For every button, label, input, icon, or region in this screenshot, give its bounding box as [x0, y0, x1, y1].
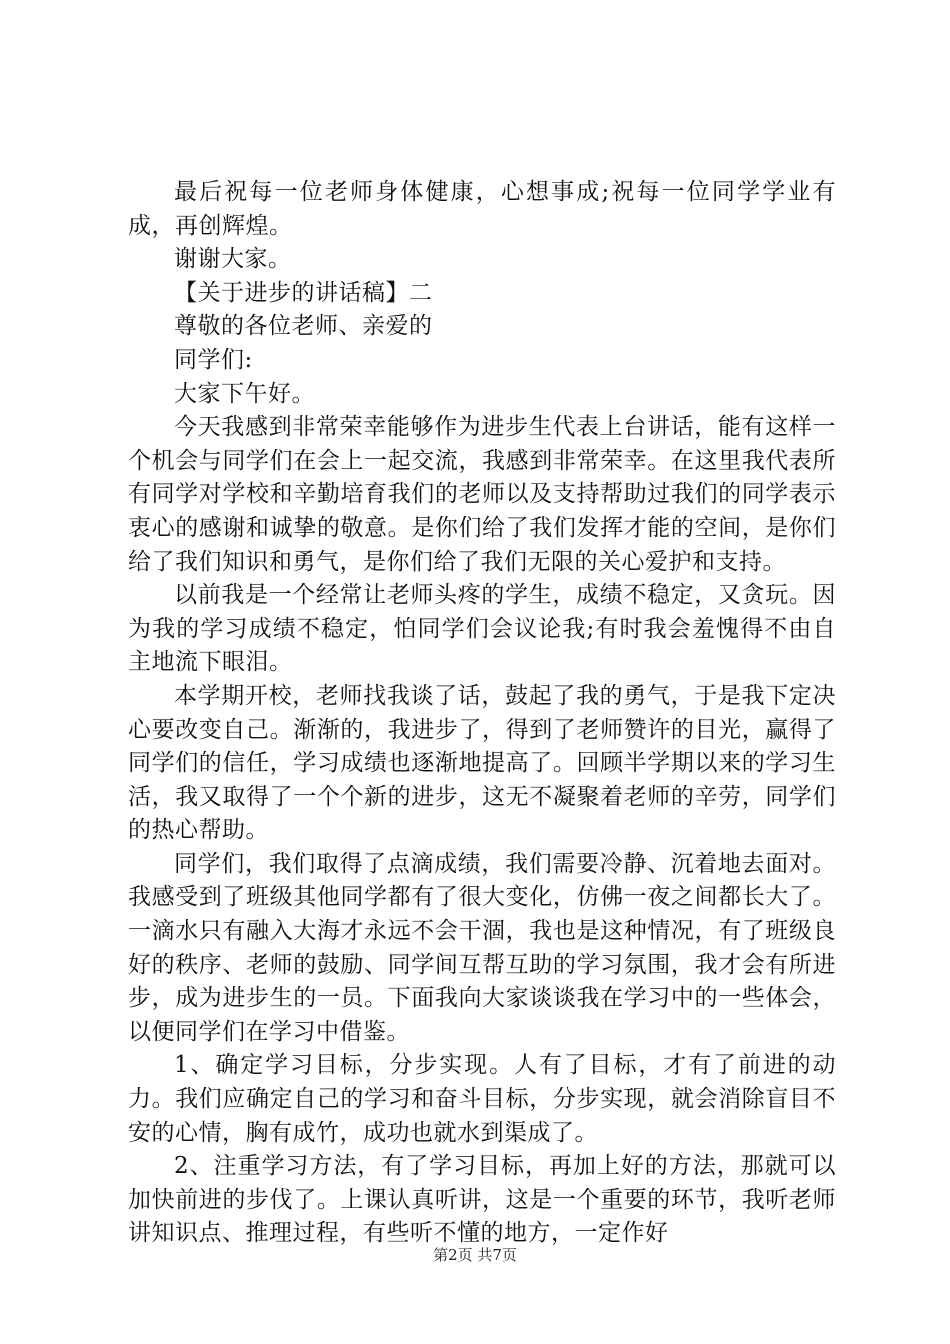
paragraph-thanks: 谢谢大家。 — [174, 246, 292, 273]
paragraph-reflection: 同学们，我们取得了点滴成绩，我们需要冷静、沉着地去面对。我感受到了班级其他同学都有了很大变化，仿佛一夜之间都长大了。一滴水只有融入大海才永远不会干涸，我也是这种情况，有了班级良好的秩序、老师的鼓励、同学间互帮互助的学习氛围，我才会有所进步，成为进步生的一员。下面我向大家谈谈我在学习中的一些体会，以便同学们在学习中借鉴。 — [128, 850, 836, 1045]
paragraph-progress: 本学期开校，老师找我谈了话，鼓起了我的勇气，于是我下定决心要改变自己。渐渐的，我进步了，得到了老师赞许的目光，赢得了同学们的信任，学习成绩也逐渐地提高了。回顾半学期以来的学习生活，我又取得了一个个新的进步，这无不凝聚着老师的辛劳，同学们的热心帮助。 — [128, 682, 836, 844]
section-heading: 【关于进步的讲话稿】二 — [174, 279, 433, 306]
paragraph-point-two: 2、注重学习方法，有了学习目标，再加上好的方法，那就可以加快前进的步伐了。上课认真听讲，这是一个重要的环节，我听老师讲知识点、推理过程，有些听不懂的地方，一定作好 — [128, 1153, 836, 1247]
paragraph-past: 以前我是一个经常让老师头疼的学生，成绩不稳定，又贪玩。因为我的学习成绩不稳定，怕同学们会议论我;有时我会羞愧得不由自主地流下眼泪。 — [128, 582, 836, 676]
paragraph-closing-wishes: 最后祝每一位老师身体健康，心想事成;祝每一位同学学业有成，再创辉煌。 — [128, 179, 836, 239]
paragraph-point-one: 1、确定学习目标，分步实现。人有了目标，才有了前进的动力。我们应确定自己的学习和奋斗目标，分步实现，就会消除盲目不安的心情，胸有成竹，成功也就水到渠成了。 — [128, 1052, 836, 1146]
document-body — [128, 176, 836, 1251]
paragraph-introduction: 今天我感到非常荣幸能够作为进步生代表上台讲话，能有这样一个机会与同学们在会上一起交流，我感到非常荣幸。在这里我代表所有同学对学校和辛勤培育我们的老师以及支持帮助过我们的同学表示衷心的感谢和诚挚的敬意。是你们给了我们发挥才能的空间，是你们给了我们知识和勇气，是你们给了我们无限的关心爱护和支持。 — [128, 414, 836, 575]
salutation-students: 同学们: — [174, 346, 253, 373]
page-footer: 第2页 共7页 — [433, 1246, 517, 1264]
salutation-line: 尊敬的各位老师、亲爱的 — [174, 313, 433, 340]
greeting-line: 大家下午好。 — [174, 380, 315, 407]
